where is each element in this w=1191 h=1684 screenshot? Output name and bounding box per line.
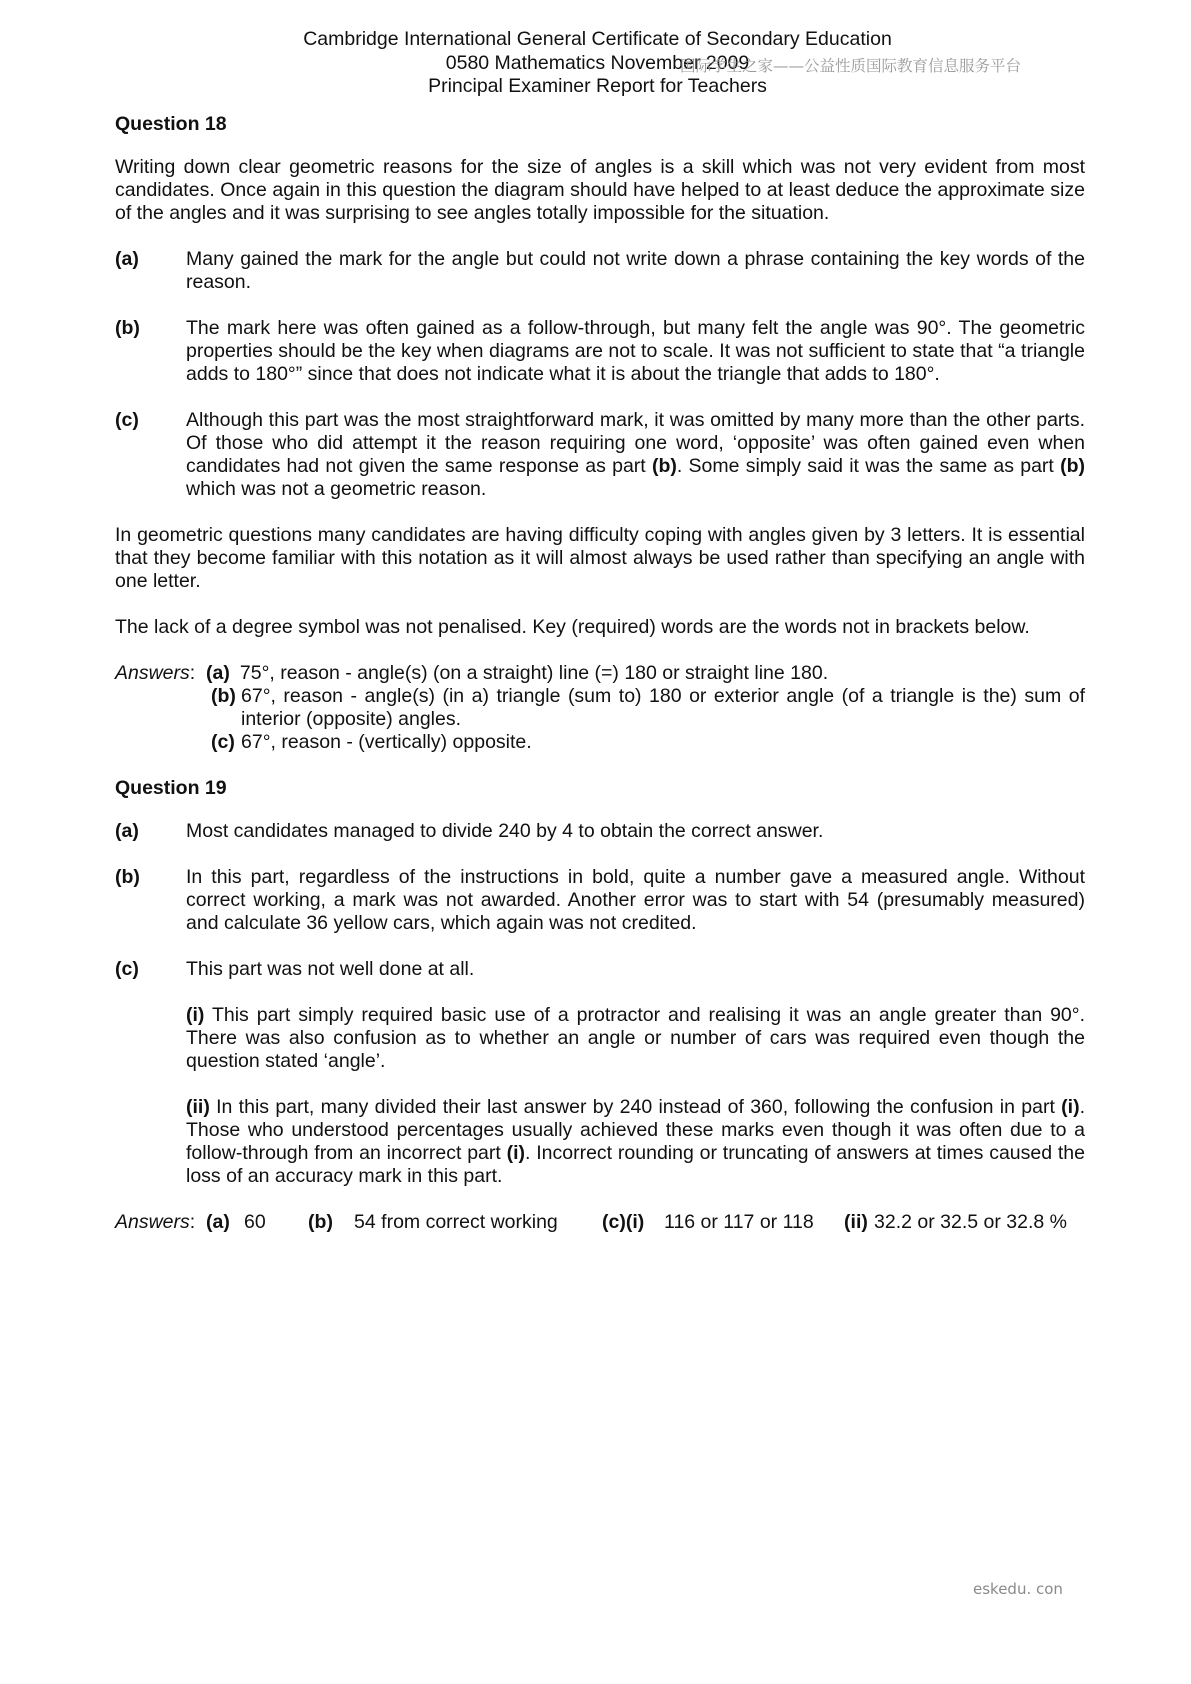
q19-c-i-label: (i) [186,1004,205,1026]
q18-part-b-text: The mark here was often gained as a follow-through, but many felt the angle was 90°. The geometric properties should be the key when diagrams are not to scale. It was not sufficient to state that “a triangle adds to 180°” since that does not indicate what it is about the triangle that adds to 180°. [186,317,1085,385]
q19-c-ii-bold-2: (i) [506,1142,526,1164]
report-body [115,113,1085,1234]
q19-answer-b: 54 from correct working [354,1211,558,1233]
q19-part-b-text: In this part, regardless of the instructions in bold, quite a number gave a measured angle. Without correct working, a mark was not awarded. Another error was to start with 54 (presumably measured) and calculate 36 yellow cars, which again was not credited. [186,866,1085,934]
q18-degree-paragraph: The lack of a degree symbol was not penalised. Key (required) words are the words not in brackets below. [115,616,1030,638]
q18-answer-b: 67°, reason - angle(s) (in a) triangle (sum to) 180 or exterior angle (of a triangle is the) sum of interior (opposite) angles. [241,685,1085,730]
q18-part-a [115,248,1085,294]
question-19-title: Question 19 [115,777,227,799]
q18-notation-paragraph: In geometric questions many candidates are having difficulty coping with angles given by 3 letters. It is essential that they become familiar with this notation as it will almost always be used rather than specifying an angle with one letter. [115,524,1085,592]
q19-part-c-i [186,1004,1085,1073]
q19-answer-a: 60 [244,1211,266,1233]
q19-answers-label: Answers: [115,1211,207,1233]
q19-part-a-label: (a) [115,820,139,842]
q18-part-a-text: Many gained the mark for the angle but could not write down a phrase containing the key words of the reason. [186,248,1085,293]
q18-part-c-text [186,409,1085,501]
q18-answer-c: 67°, reason - (vertically) opposite. [241,731,532,753]
q18-c-text-3: which was not a geometric reason. [186,478,487,500]
q19-answers [115,1211,1085,1234]
question-18-title: Question 18 [115,113,227,135]
header-line-3: Principal Examiner Report for Teachers [428,75,767,97]
q18-c-text-2: . Some simply said it was the same as part [676,455,1061,477]
footer-watermark: eskedu. con [973,1580,1063,1598]
header-line-2: 0580 Mathematics November 2009 [445,51,750,74]
q18-answer-a-row [115,662,1085,685]
q18-part-a-label: (a) [115,248,139,270]
q19-part-a-text: Most candidates managed to divide 240 by 4 to obtain the correct answer. [186,820,824,842]
q18-part-b-label: (b) [115,317,140,339]
q19-answer-c-i: 116 or 117 or 118 [664,1211,814,1233]
watermark-text: 国际学生之家——公益性质国际教育信息服务平台 [680,57,1022,75]
q18-c-bold-2: (b) [1060,455,1085,477]
q18-answers [115,662,1085,754]
q18-part-c-label: (c) [115,409,139,431]
q19-answer-b-label: (b) [308,1211,333,1233]
q19-c-ii-text-2: . Those who understood percentages usually achieved these marks even though it was often due to a follow-through from an incorrect part [186,1096,1085,1164]
q18-answer-b-row [115,685,1085,731]
q19-c-ii-text-1: In this part, many divided their last answer by 240 instead of 360, following the confusion in part [209,1096,1062,1118]
q19-c-ii-bold-1: (i) [1061,1096,1080,1118]
q18-answer-a: 75°, reason - angle(s) (on a straight) line (=) 180 or straight line 180. [239,662,829,684]
q19-part-b [115,866,1085,935]
q18-intro: Writing down clear geometric reasons for the size of angles is a skill which was not very evident from most candidates. Once again in this question the diagram should have helped to at least deduce the approximate size of the angles and it was surprising to see angles totally impossible for the situation. [115,156,1085,224]
q18-answer-c-label: (c) [211,731,235,753]
q19-answer-a-label: (a) [206,1211,230,1233]
q19-part-a [115,820,1085,843]
q18-answers-label: Answers: [115,662,207,684]
q18-part-b [115,317,1085,386]
q19-c-ii-text-3: . Incorrect rounding or truncating of answers at times caused the loss of an accuracy mark in this part. [186,1142,1085,1187]
q19-answer-ii-label: (ii) [844,1211,868,1233]
q18-c-text-1: Although this part was the most straightforward mark, it was omitted by many more than the other parts. Of those who did attempt it the reason requiring one word, ‘opposite’ was often gained even when candidates had not given the same response as part [186,409,1085,477]
q18-part-c [115,409,1085,501]
q19-part-c-ii [186,1096,1085,1188]
q19-c-i-text: This part simply required basic use of a protractor and realising it was an angle greater than 90°. There was also confusion as to whether an angle or number of cars was required even though the question stated ‘angle’. [186,1004,1085,1072]
q19-part-c-text: This part was not well done at all. [186,958,475,980]
q18-answer-c-row [115,731,1085,754]
q19-c-ii-label: (ii) [186,1096,210,1118]
q19-answer-c-i-label: (c)(i) [602,1211,645,1233]
q19-part-c-label: (c) [115,958,139,980]
q19-answer-ii: 32.2 or 32.5 or 32.8 % [874,1211,1068,1233]
q18-c-bold-1: (b) [651,455,677,477]
q19-part-c [115,958,1085,981]
q18-answer-b-label: (b) [211,685,236,707]
q18-answer-a-label: (a) [206,662,230,684]
header-line-1: Cambridge International General Certificate of Secondary Education [303,28,892,50]
q19-part-b-label: (b) [115,866,140,888]
